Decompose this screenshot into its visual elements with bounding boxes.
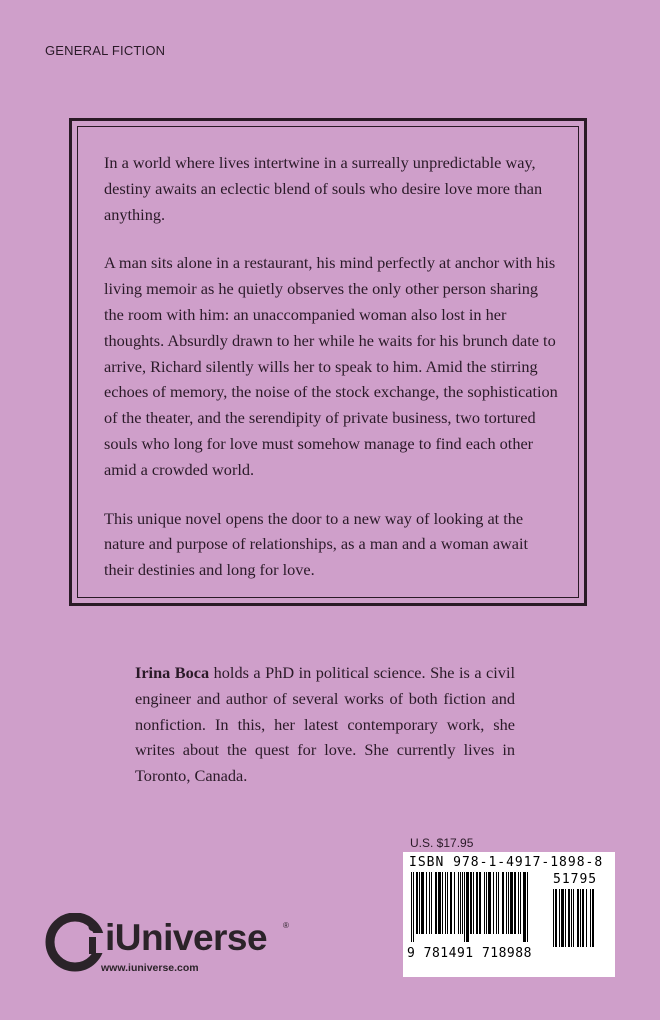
barcode-bar — [435, 872, 437, 934]
isbn-barcode — [403, 852, 615, 977]
blurb-paragraph-2: A man sits alone in a restaurant, his mind perfectly at anchor with his living memoir as he quietly observes the only other person sharing the room with him: an unaccompanied woman also lost in her thoughts. Absurdly drawn to her while he waits for his brunch date to arrive, Richard silently wills her to speak to him. Amid the stirring echoes of memory, the noise of the stock exchange, the sophistication of the theater, and the serendipity of private business, two tortured souls who long for love must somehow manage to find each other amid a crowded world. — [104, 253, 558, 479]
barcode-bar — [454, 872, 455, 934]
blurb-paragraph-3: This unique novel opens the door to a new way of looking at the nature and purpose of relationships, as a man and a woman await their destinies and long for love. — [104, 508, 529, 580]
ean-digits: 9 781491 718988 — [407, 946, 532, 961]
barcode-bar — [411, 872, 412, 942]
barcode-bar — [460, 872, 461, 934]
barcode-bar — [510, 872, 513, 934]
barcode-bar — [450, 872, 452, 934]
barcode-bar — [580, 889, 581, 947]
barcode-bar — [555, 889, 557, 947]
barcode-bar — [438, 872, 441, 934]
barcode-bar — [419, 872, 420, 934]
author-bio — [135, 660, 515, 789]
blurb-text — [104, 150, 559, 606]
barcode-bar — [493, 872, 494, 934]
barcode-bar — [523, 872, 526, 942]
publisher-logo — [45, 913, 295, 983]
barcode-bar — [498, 872, 499, 934]
barcode-bar — [573, 889, 574, 947]
author-bio-text: holds a PhD in political science. She is a civil engineer and author of several works of both fiction and nonfiction. In this, her latest contemporary work, she writes about the quest for love. She currently lives in Toronto, Canada. — [135, 663, 515, 786]
barcode-bar — [506, 872, 507, 934]
price-code: 51795 — [553, 872, 598, 887]
barcode-bar — [476, 872, 478, 934]
barcode-bar — [518, 872, 519, 934]
barcode-bar — [445, 872, 446, 934]
barcode-bar — [586, 889, 587, 947]
barcode-bar — [571, 889, 572, 947]
price-label: U.S. $17.95 — [410, 836, 474, 850]
barcode-bar — [431, 872, 432, 934]
barcode-bar — [592, 889, 594, 947]
barcode-bar — [502, 872, 504, 934]
barcode-bar — [590, 889, 591, 947]
category-label: GENERAL FICTION — [45, 43, 166, 58]
barcode-bar — [447, 872, 448, 934]
barcode-bar — [553, 889, 554, 947]
barcode-bar — [559, 889, 560, 947]
barcode-bar — [565, 889, 566, 947]
barcode-bar — [413, 872, 414, 942]
barcode-bar — [508, 872, 509, 934]
barcode-bar — [421, 872, 424, 934]
barcode-bar — [442, 872, 443, 934]
barcode-bar — [520, 872, 521, 934]
blurb-paragraph-1: In a world where lives intertwine in a surreally unpredictable way, destiny awaits an eclectic blend of souls who desire love more than anything. — [104, 153, 543, 224]
barcode-bar — [577, 889, 579, 947]
barcode-bar — [488, 872, 491, 934]
barcode-bar — [561, 889, 564, 947]
barcode-bar — [527, 872, 528, 942]
barcode-bar — [458, 872, 459, 934]
barcode-bar — [466, 872, 469, 942]
registered-mark: ® — [283, 921, 289, 930]
price-code-block — [553, 872, 605, 947]
publisher-name: iUniverse — [105, 917, 268, 958]
isbn-number: ISBN 978-1-4917-1898-8 — [409, 855, 604, 870]
publisher-url: www.iuniverse.com — [101, 962, 199, 974]
barcode-bar — [496, 872, 497, 934]
author-name: Irina Boca — [135, 663, 210, 682]
barcode-bar — [582, 889, 584, 947]
iuniverse-logo-icon — [45, 913, 109, 973]
price-code-bars — [553, 889, 605, 947]
barcode-bars — [411, 872, 543, 947]
barcode-bar — [484, 872, 485, 934]
barcode-bar — [568, 889, 570, 947]
barcode-bar — [473, 872, 474, 934]
barcode-bar — [464, 872, 465, 942]
barcode-bar — [514, 872, 516, 934]
barcode-bar — [462, 872, 463, 934]
barcode-bar — [486, 872, 487, 934]
barcode-bar — [416, 872, 418, 934]
barcode-bar — [470, 872, 472, 934]
barcode-bar — [426, 872, 427, 934]
barcode-bar — [429, 872, 430, 934]
barcode-bar — [479, 872, 481, 934]
